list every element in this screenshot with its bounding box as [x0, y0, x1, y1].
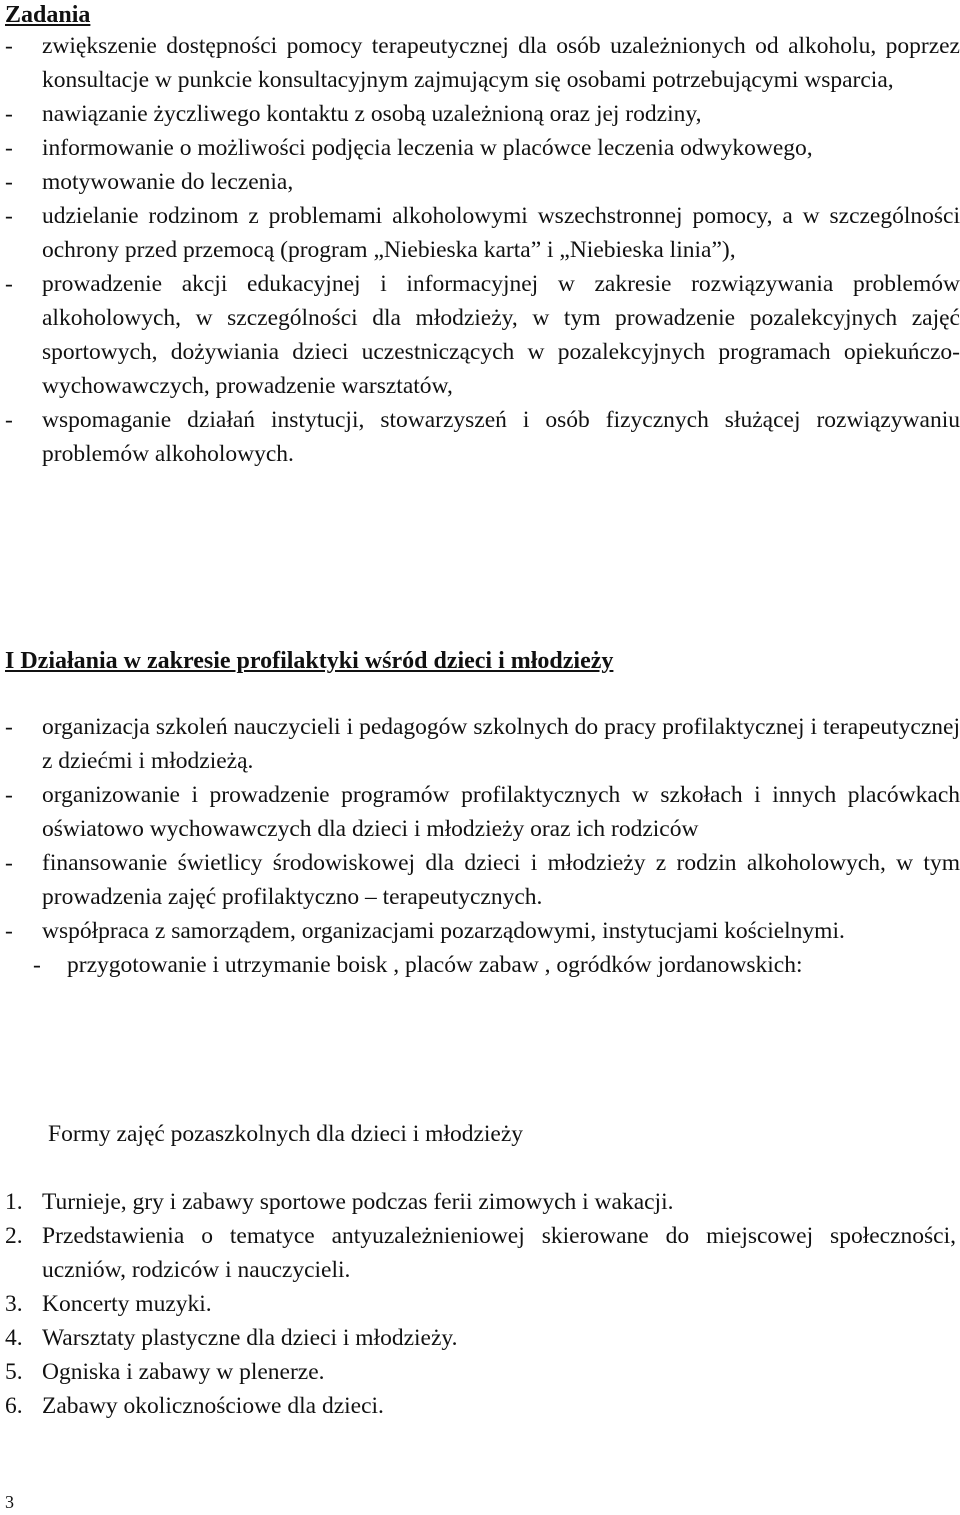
list-item-text: wspomaganie działań instytucji, stowarzyszeń i osób fizycznych służącej rozwiązywaniu problemów alkoholowych. [42, 407, 960, 467]
list-dash: - [33, 952, 41, 978]
list-item-text: finansowanie świetlicy środowiskowej dla dzieci i młodzieży z rodzin alkoholowych, w tym prowadzenia zajęć profilaktyczno – terapeutycznych. [42, 850, 960, 910]
list-dash: - [5, 169, 13, 195]
list-dash: - [5, 271, 13, 297]
forms-list [0, 1185, 960, 1423]
list-item [0, 267, 960, 403]
forms-title: Formy zajęć pozaszkolnych dla dzieci i młodzieży [48, 1121, 524, 1147]
list-dash: - [5, 101, 13, 127]
numbered-item [0, 1321, 960, 1355]
item-number: 5. [5, 1359, 23, 1385]
zadania-list [0, 29, 960, 471]
item-text: Ogniska i zabawy w plenerze. [42, 1359, 325, 1385]
list-item [0, 710, 960, 778]
list-dash: - [5, 203, 13, 229]
page-number: 3 [5, 1492, 14, 1512]
list-dash: - [5, 850, 13, 876]
section-heading: I Działania w zakresie profilaktyki wśród dzieci i młodzieży [5, 648, 614, 674]
list-item-text: nawiązanie życzliwego kontaktu z osobą uzależnioną oraz jej rodziny, [42, 101, 702, 127]
list-item-text: udzielanie rodzinom z problemami alkoholowymi wszechstronnej pomocy, a w szczególności ochrony przed przemocą (program „Niebieska karta” i „Niebieska linia”), [42, 203, 960, 263]
list-item [0, 29, 960, 97]
item-text: Warsztaty plastyczne dla dzieci i młodzieży. [42, 1325, 458, 1351]
list-item [0, 914, 960, 948]
list-item-text: współpraca z samorządem, organizacjami pozarządowymi, instytucjami kościelnymi. [42, 918, 845, 944]
item-number: 4. [5, 1325, 23, 1351]
item-text: Koncerty muzyki. [42, 1291, 212, 1317]
list-item-text: przygotowanie i utrzymanie boisk , placów zabaw , ogródków jordanowskich: [67, 952, 803, 978]
list-item [0, 403, 960, 471]
list-dash: - [5, 918, 13, 944]
numbered-item [0, 1185, 960, 1219]
list-item-text: informowanie o możliwości podjęcia leczenia w placówce leczenia odwykowego, [42, 135, 813, 161]
item-number: 1. [5, 1189, 23, 1215]
list-item-text: prowadzenie akcji edukacyjnej i informacyjnej w zakresie rozwiązywania problemów alkoholowych, w szczególności dla młodzieży, w tym prowadzenie pozalekcyjnych zajęć sportowych, dożywiania dzieci uczestniczących w pozalekcyjnych programach opiekuńczo-wychowawczych, prowadzenie warsztatów, [42, 271, 960, 399]
item-text: Turnieje, gry i zabawy sportowe podczas ferii zimowych i wakacji. [42, 1189, 674, 1215]
item-number: 6. [5, 1393, 23, 1419]
item-text: Zabawy okolicznościowe dla dzieci. [42, 1393, 384, 1419]
list-dash: - [5, 782, 13, 808]
list-item [0, 199, 960, 267]
list-item [0, 97, 960, 131]
list-dash: - [5, 407, 13, 433]
item-number: 2. [5, 1223, 23, 1249]
numbered-item [0, 1219, 960, 1287]
list-item-text: zwiększenie dostępności pomocy terapeutycznej dla osób uzależnionych od alkoholu, poprzez konsultacje w punkcie konsultacyjnym zajmującym się osobami potrzebującymi wsparcia, [42, 33, 960, 93]
numbered-item [0, 1287, 960, 1321]
list-item [0, 846, 960, 914]
list-dash: - [5, 135, 13, 161]
item-text: Przedstawienia o tematyce antyuzależnieniowej skierowane do miejscowej społeczności, uczniów, rodziców i nauczycieli. [42, 1223, 956, 1283]
list-item-text: organizowanie i prowadzenie programów profilaktycznych w szkołach i innych placówkach oświatowo wychowawczych dla dzieci i młodzieży oraz ich rodziców [42, 782, 960, 842]
list-item [0, 165, 960, 199]
list-item [0, 948, 960, 982]
list-dash: - [5, 33, 13, 59]
list-item-text: organizacja szkoleń nauczycieli i pedagogów szkolnych do pracy profilaktycznej i terapeutycznej z dziećmi i młodzieżą. [42, 714, 960, 774]
list-item-text: motywowanie do leczenia, [42, 169, 294, 195]
numbered-item [0, 1389, 960, 1423]
list-item [0, 778, 960, 846]
list-dash: - [5, 714, 13, 740]
numbered-item [0, 1355, 960, 1389]
section-list [0, 710, 960, 982]
zadania-heading: Zadania [5, 2, 91, 28]
list-item [0, 131, 960, 165]
item-number: 3. [5, 1291, 23, 1317]
